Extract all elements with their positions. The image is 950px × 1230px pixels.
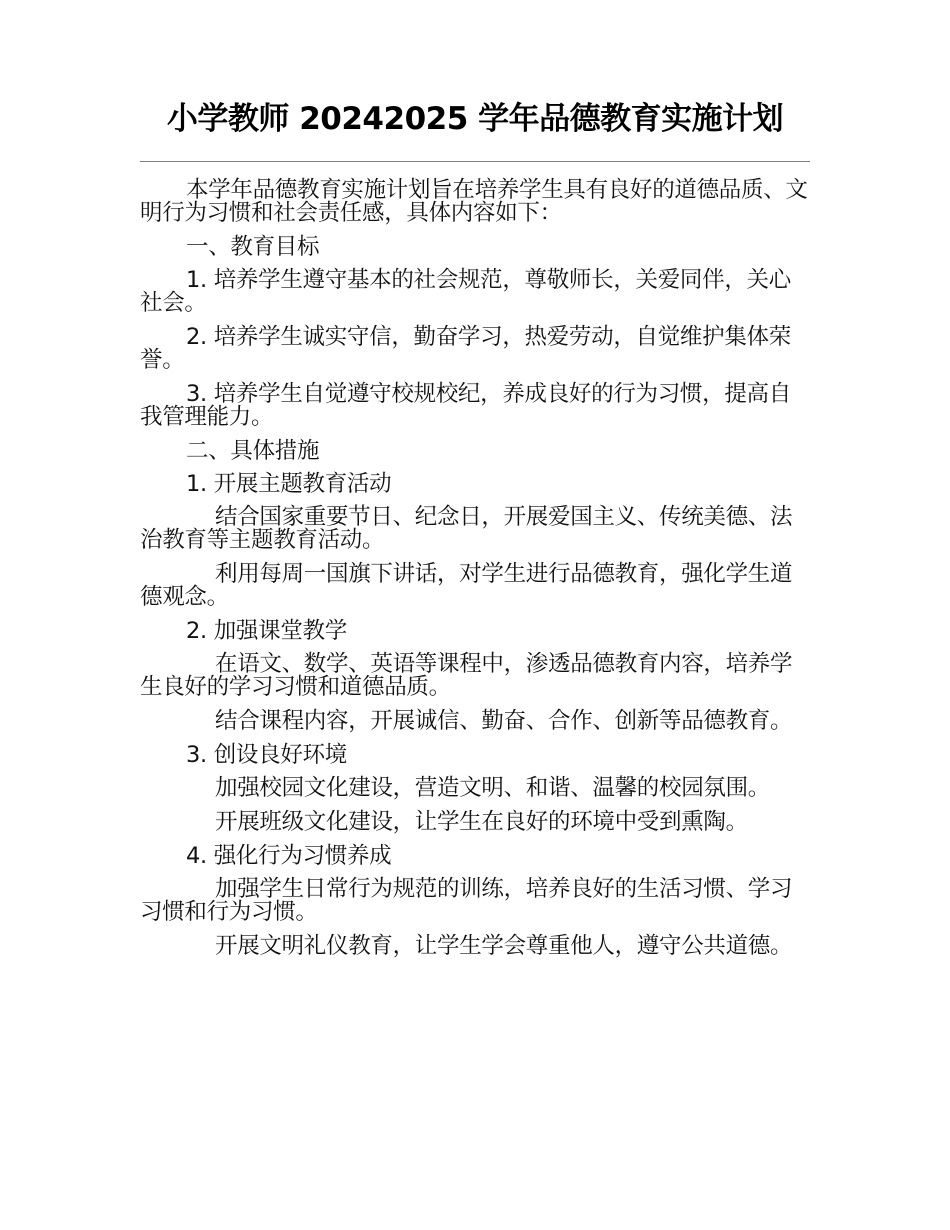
measure-1-detail-2: 利用每周一国旗下讲话，对学生进行品德教育，强化学生道德观念。 — [140, 561, 793, 610]
section-heading-goals: 一、教育目标 — [186, 234, 320, 260]
goal-item-3: 3. 培养学生自觉遵守校规校纪，养成良好的行为习惯，提高自我管理能力。 — [140, 381, 791, 430]
measure-1-detail-1: 结合国家重要节日、纪念日，开展爱国主义、传统美德、法治教育等主题教育活动。 — [140, 504, 793, 553]
measure-3-detail-2: 开展班级文化建设，让学生在良好的环境中受到熏陶。 — [215, 809, 748, 835]
measure-heading-1: 1. 开展主题教育活动 — [186, 471, 392, 497]
document-title: 小学教师 20242025 学年品德教育实施计划 — [166, 101, 784, 137]
intro-paragraph: 本学年品德教育实施计划旨在培养学生具有良好的道德品质、文明行为习惯和社会责任感，具体内容如下： — [140, 177, 808, 226]
section-heading-measures: 二、具体措施 — [186, 438, 320, 464]
measure-2-detail-2: 结合课程内容，开展诚信、勤奋、合作、创新等品德教育。 — [215, 708, 793, 734]
document-body — [140, 179, 810, 969]
measure-heading-4: 4. 强化行为习惯养成 — [186, 843, 392, 869]
title-underline — [140, 161, 810, 162]
measure-heading-3: 3. 创设良好环境 — [186, 742, 347, 768]
measure-heading-2: 2. 加强课堂教学 — [186, 618, 347, 644]
measure-2-detail-1: 在语文、数学、英语等课程中，渗透品德教育内容，培养学生良好的学习习惯和道德品质。 — [140, 651, 793, 700]
measure-4-detail-1: 加强学生日常行为规范的训练，培养良好的生活习惯、学习习惯和行为习惯。 — [140, 876, 793, 925]
measure-3-detail-1: 加强校园文化建设，营造文明、和谐、温馨的校园氛围。 — [215, 775, 771, 801]
goal-item-1: 1. 培养学生遵守基本的社会规范，尊敬师长，关爱同伴，关心社会。 — [140, 267, 791, 316]
measure-4-detail-2: 开展文明礼仪教育，让学生学会尊重他人，遵守公共道德。 — [215, 933, 793, 959]
goal-item-2: 2. 培养学生诚实守信，勤奋学习，热爱劳动，自觉维护集体荣誉。 — [140, 324, 791, 373]
